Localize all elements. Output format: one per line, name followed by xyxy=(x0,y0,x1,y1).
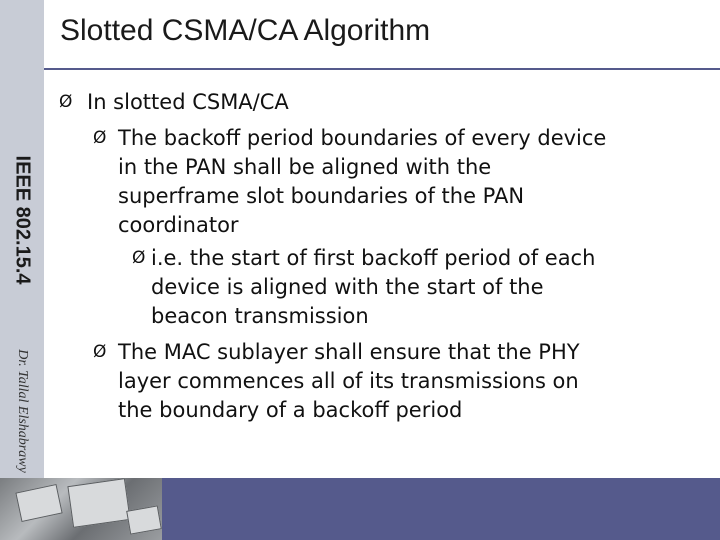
sidebar-org-label: IEEE 802.15.4 xyxy=(11,155,34,285)
bullet-3-line-3: beacon transmission xyxy=(151,304,369,328)
footer-circuit-image xyxy=(0,478,162,540)
bullet-1-line-1: In slotted CSMA/CA xyxy=(87,90,289,114)
slide-title: Slotted CSMA/CA Algorithm xyxy=(60,14,431,47)
bullet-4-line-3: the boundary of a backoff period xyxy=(118,398,463,422)
chip-shape xyxy=(126,505,162,534)
bullet-2-line-2: in the PAN shall be aligned with the xyxy=(118,155,492,179)
bullet-3-line-2: device is aligned with the start of the xyxy=(151,275,544,299)
bullet-2-line-1: The backoff period boundaries of every device xyxy=(118,126,607,150)
bullet-arrow-icon: Ø xyxy=(93,128,107,148)
bullet-4-line-1: The MAC sublayer shall ensure that the PHY xyxy=(118,340,580,364)
bullet-arrow-icon: Ø xyxy=(59,92,73,112)
bullet-arrow-icon: Ø xyxy=(132,248,146,268)
sidebar-author-label: Dr. Tallal Elshabrawy xyxy=(15,349,30,473)
bullet-arrow-icon: Ø xyxy=(93,342,107,362)
bullet-2-line-3: superframe slot boundaries of the PAN xyxy=(118,184,525,208)
chip-shape xyxy=(67,478,130,528)
bullet-3-line-1: i.e. the start of first backoff period of each xyxy=(151,246,596,270)
bullet-2-line-4: coordinator xyxy=(118,213,239,237)
chip-shape xyxy=(15,484,62,522)
bullet-4-line-2: layer commences all of its transmissions on xyxy=(118,369,579,393)
